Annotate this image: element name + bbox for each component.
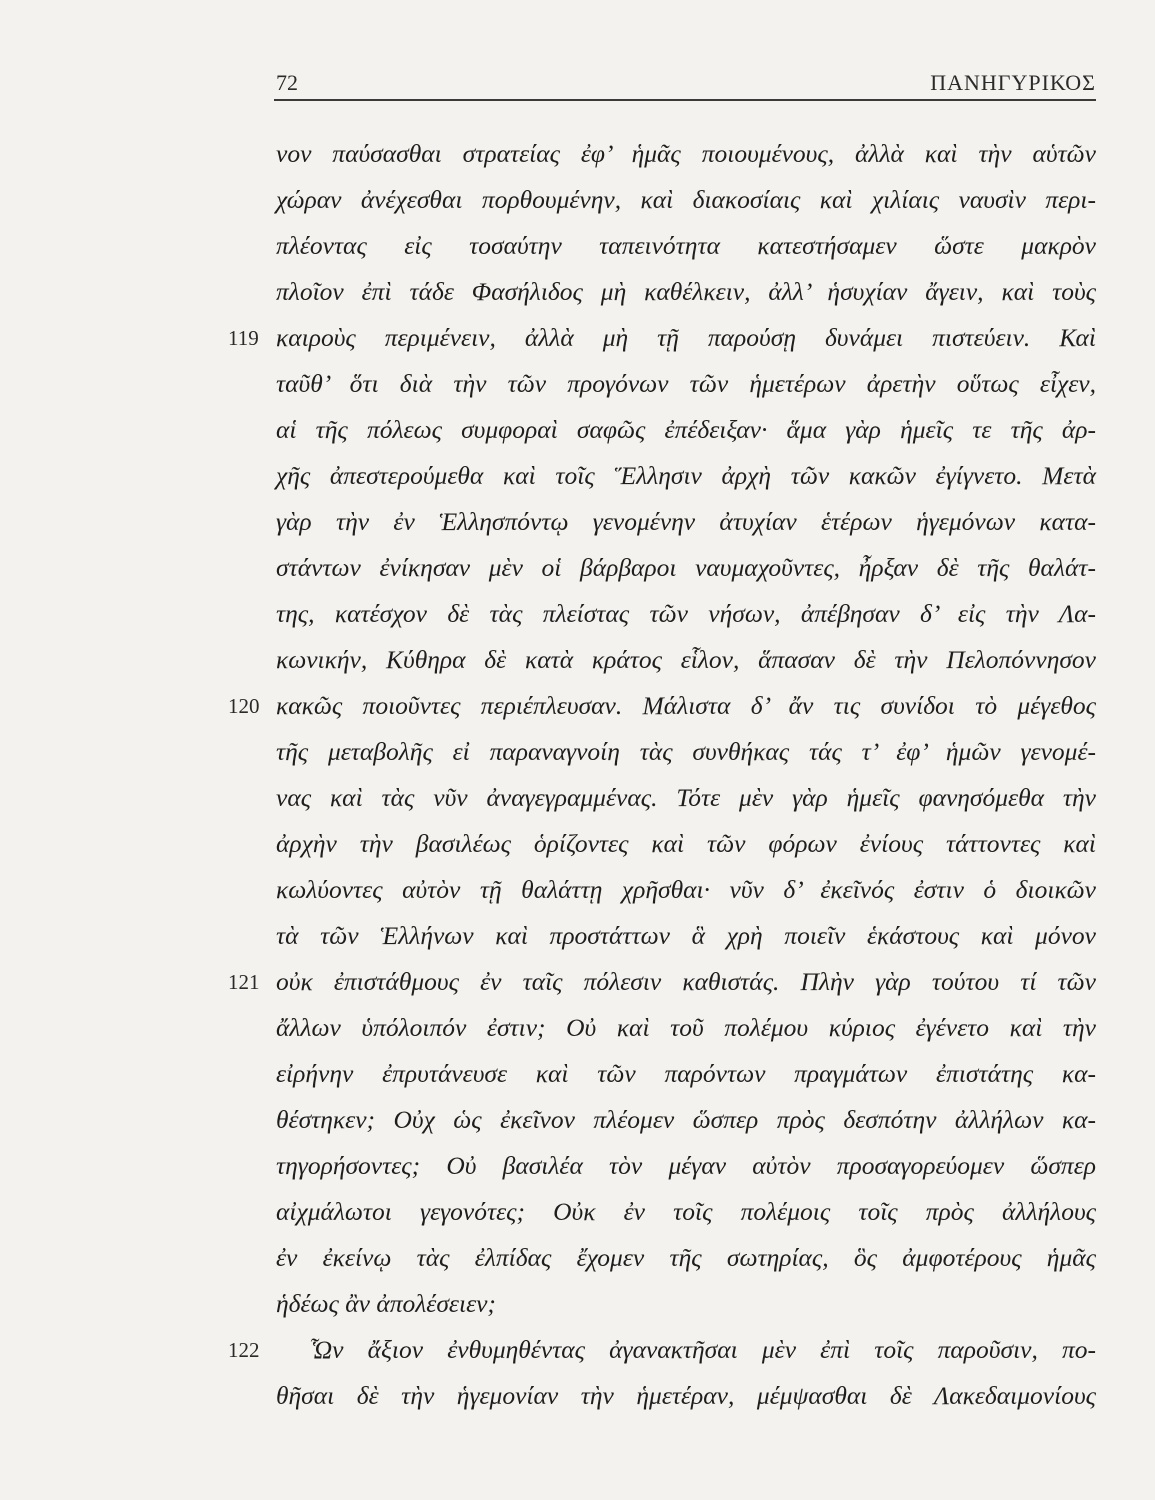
running-title: ΠΑΝΗΓΥΡΙΚΟΣ	[930, 70, 1096, 95]
text-line: νον παύσασθαι στρατείας ἐφ’ ἡμᾶς ποιουμένους, ἀλλὰ καὶ τὴν αὑτῶν	[276, 139, 1096, 168]
text-line: ἄλλων ὑπόλοιπόν ἐστιν; Οὐ καὶ τοῦ πολέμου κύριος ἐγένετο καὶ τὴν	[276, 1013, 1096, 1042]
text-line: θέστηκεν; Οὐχ ὡς ἐκεῖνον πλέομεν ὥσπερ πρὸς δεσπότην ἀλλήλων κα-	[276, 1105, 1096, 1134]
text-line: της, κατέσχον δὲ τὰς πλείστας τῶν νήσων, ἀπέβησαν δ’ εἰς τὴν Λα-	[276, 599, 1096, 628]
text-line: Ὧν ἄξιον ἐνθυμηθέντας ἀγανακτῆσαι μὲν ἐπὶ τοῖς παροῦσιν, πο-	[310, 1335, 1096, 1364]
page-number: 72	[276, 70, 298, 95]
text-line: χῆς ἀπεστερούμεθα καὶ τοῖς Ἕλλησιν ἀρχὴ τῶν κακῶν ἐγίγνετο. Μετὰ	[276, 461, 1096, 490]
section-number-120: 120	[228, 694, 260, 718]
text-line: πλοῖον ἐπὶ τάδε Φασήλιδος μὴ καθέλκειν, ἀλλ’ ἡσυχίαν ἄγειν, καὶ τοὺς	[276, 277, 1096, 306]
text-line: τῆς μεταβολῆς εἰ παραναγνοίη τὰς συνθήκας τάς τ’ ἐφ’ ἡμῶν γενομέ-	[276, 737, 1096, 766]
text-line: οὐκ ἐπιστάθμους ἐν ταῖς πόλεσιν καθιστάς. Πλὴν γὰρ τούτου τί τῶν	[276, 967, 1096, 996]
text-line: αἰχμάλωτοι γεγονότες; Οὐκ ἐν τοῖς πολέμοις τοῖς πρὸς ἀλλήλους	[276, 1197, 1096, 1226]
text-line: ἐν ἐκείνῳ τὰς ἐλπίδας ἔχομεν τῆς σωτηρίας, ὃς ἀμφοτέρους ἡμᾶς	[276, 1243, 1096, 1272]
text-line: χώραν ἀνέχεσθαι πορθουμένην, καὶ διακοσίαις καὶ χιλίαις ναυσὶν περι-	[276, 185, 1096, 214]
text-line: ταῦθ’ ὅτι διὰ τὴν τῶν προγόνων τῶν ἡμετέρων ἀρετὴν οὕτως εἶχεν,	[276, 369, 1096, 398]
section-number-119: 119	[228, 326, 259, 350]
text-line: πλέοντας εἰς τοσαύτην ταπεινότητα κατεστήσαμεν ὥστε μακρὸν	[276, 231, 1096, 260]
text-line: στάντων ἐνίκησαν μὲν οἱ βάρβαροι ναυμαχοῦντες, ἦρξαν δὲ τῆς θαλάτ-	[276, 553, 1096, 582]
text-line: ἡδέως ἂν ἀπολέσειεν;	[276, 1289, 496, 1318]
text-line: κωνικήν, Κύθηρα δὲ κατὰ κράτος εἷλον, ἅπασαν δὲ τὴν Πελοπόννησον	[276, 645, 1096, 674]
text-line: καιροὺς περιμένειν, ἀλλὰ μὴ τῇ παρούσῃ δυνάμει πιστεύειν. Καὶ	[276, 323, 1096, 352]
text-line: αἱ τῆς πόλεως συμφοραὶ σαφῶς ἐπέδειξαν· ἅμα γὰρ ἡμεῖς τε τῆς ἀρ-	[276, 415, 1096, 444]
text-line: θῆσαι δὲ τὴν ἡγεμονίαν τὴν ἡμετέραν, μέμψασθαι δὲ Λακεδαιμονίους	[276, 1381, 1096, 1410]
text-line: ἀρχὴν τὴν βασιλέως ὁρίζοντες καὶ τῶν φόρων ἐνίους τάττοντες καὶ	[276, 829, 1096, 858]
text-line: τηγορήσοντες; Οὐ βασιλέα τὸν μέγαν αὐτὸν προσαγορεύομεν ὥσπερ	[276, 1151, 1096, 1180]
section-number-122: 122	[228, 1338, 260, 1362]
text-line: εἰρήνην ἐπρυτάνευσε καὶ τῶν παρόντων πραγμάτων ἐπιστάτης κα-	[276, 1059, 1096, 1088]
text-line: νας καὶ τὰς νῦν ἀναγεγραμμένας. Τότε μὲν γὰρ ἡμεῖς φανησόμεθα τὴν	[276, 783, 1096, 812]
section-number-121: 121	[228, 970, 260, 994]
text-line: κωλύοντες αὐτὸν τῇ θαλάττῃ χρῆσθαι· νῦν δ’ ἐκεῖνός ἐστιν ὁ διοικῶν	[276, 875, 1096, 904]
text-line: τὰ τῶν Ἑλλήνων καὶ προστάττων ἃ χρὴ ποιεῖν ἑκάστους καὶ μόνον	[276, 921, 1096, 950]
text-line: γὰρ τὴν ἐν Ἑλλησπόντῳ γενομένην ἀτυχίαν ἑτέρων ἡγεμόνων κατα-	[276, 507, 1096, 536]
text-line: κακῶς ποιοῦντες περιέπλευσαν. Μάλιστα δ’ ἄν τις συνίδοι τὸ μέγεθος	[276, 691, 1096, 720]
